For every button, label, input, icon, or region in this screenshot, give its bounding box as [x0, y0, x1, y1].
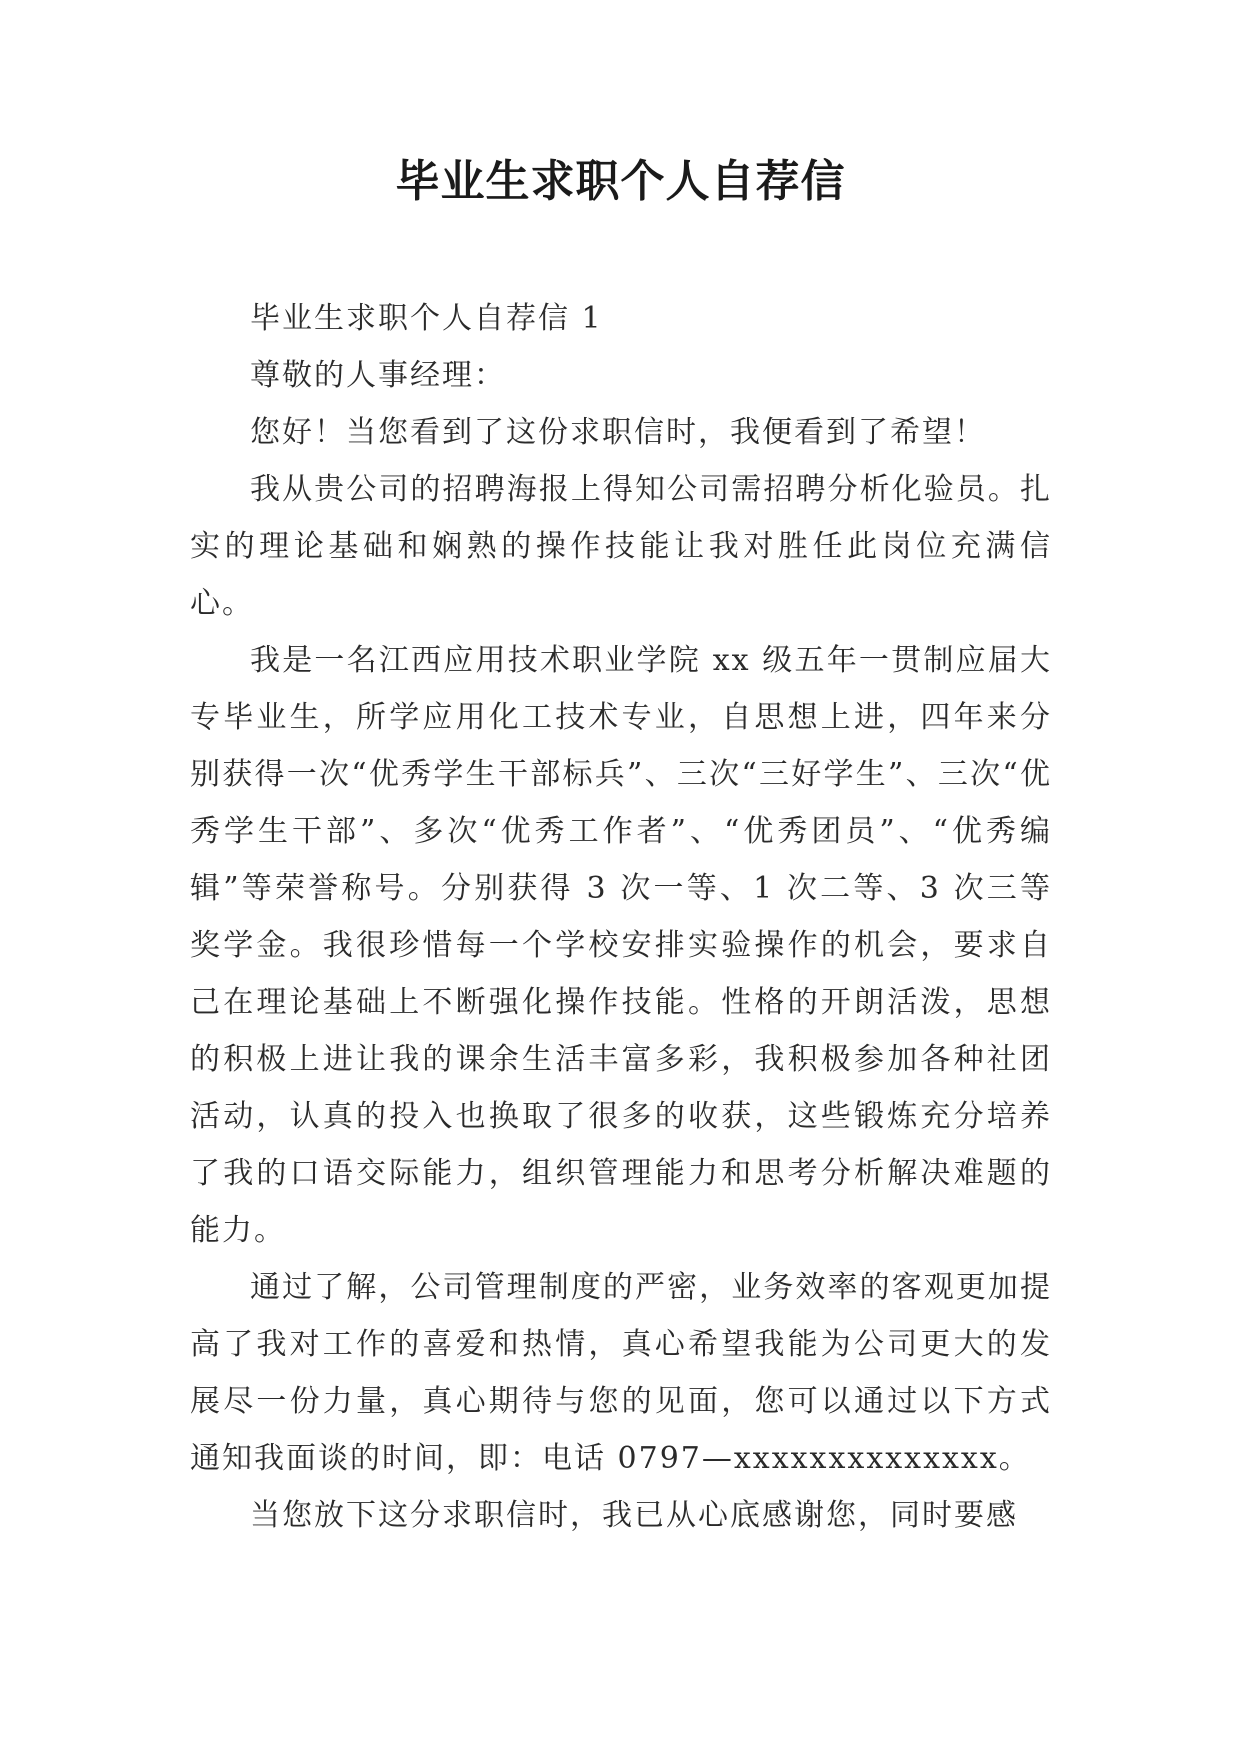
letter-heading: 毕业生求职个人自荐信 1: [250, 301, 603, 336]
body-paragraph: 我是一名江西应用技术职业学院 xx 级五年一贯制应届大专毕业生，所学应用化工技术专业，自思想上进，四年来分别获得一次“优秀学生干部标兵”、三次“三好学生”、三次“优秀学生干部”、多次“优秀工作者”、“优秀团员”、“优秀编辑”等荣誉称号。分别获得 3 次一等、1 次二等、3 次三等奖学金。我很珍惜每一个学校安排实验操作的机会，要求自己在理论基础上不断强化操作技能。性格的开朗活泼，思想的积极上进让我的课余生活丰富多彩，我积极参加各种社团活动，认真的投入也换取了很多的收获，这些锻炼充分培养了我的口语交际能力，组织管理能力和思考分析解决难题的能力。: [190, 643, 1052, 1248]
body-paragraph: 当您放下这分求职信时，我已从心底感谢您，同时要感: [250, 1498, 1018, 1533]
document-body: [190, 290, 1052, 1544]
salutation: 尊敬的人事经理：: [250, 358, 506, 393]
greeting-paragraph: 您好！当您看到了这份求职信时，我便看到了希望！: [250, 415, 986, 450]
document-title: 毕业生求职个人自荐信: [395, 156, 846, 207]
body-paragraph: 我从贵公司的招聘海报上得知公司需招聘分析化验员。扎实的理论基础和娴熟的操作技能让我对胜任此岗位充满信心。: [190, 472, 1052, 621]
body-paragraph: 通过了解，公司管理制度的严密，业务效率的客观更加提高了我对工作的喜爱和热情，真心希望我能为公司更大的发展尽一份力量，真心期待与您的见面，您可以通过以下方式通知我面谈的时间，即：电话 0797—xxxxxxxxxxxxxx。: [190, 1270, 1052, 1476]
